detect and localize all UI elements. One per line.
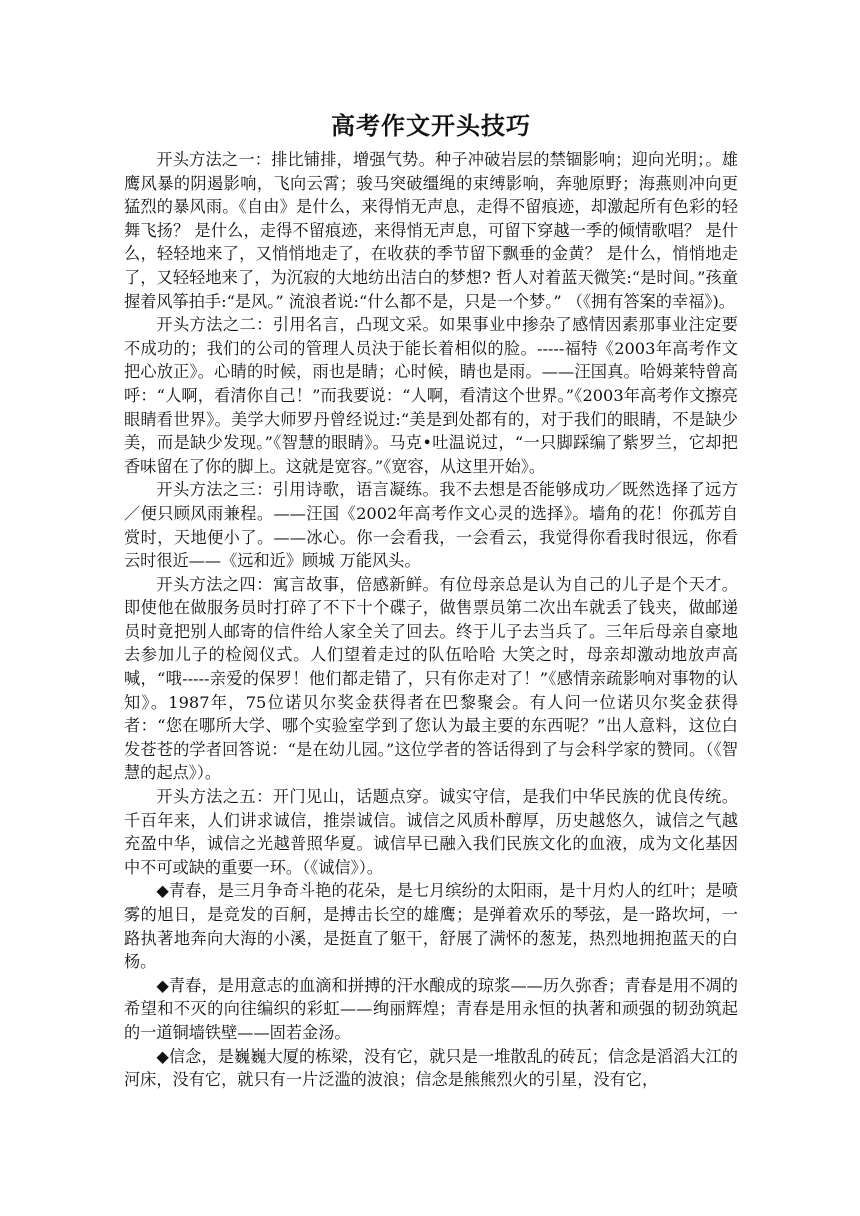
paragraph-method-4: 开头方法之四：寓言故事，倍感新鲜。有位母亲总是认为自己的儿子是个天才。即使他在做服务员时打碎了不下十个碟子，做售票员第二次出车就丢了钱夹，做邮递员时竟把别人邮寄的信件给人家全关了回去。终于儿子去当兵了。三年后母亲自豪地去参加儿子的检阅仪式。人们望着走过的队伍哈哈 大笑之时，母亲却激动地放声高喊，“哦-----亲爱的保罗！他们都走错了，只有你走对了！”《感情亲疏影响对事物的认知》。1987年，75位诺贝尔奖金获得者在巴黎聚会。有人问一位诺贝尔奖金获得者：“您在哪所大学、哪个实验室学到了您认为最主要的东西呢？”出人意料，这位白发苍苍的学者回答说：“是在幼儿园。”这位学者的答话得到了与会科学家的赞同。（《智慧的起点》）。	[124, 574, 738, 783]
document-page	[124, 108, 738, 1092]
paragraph-youth-1: ◆青春，是三月争奇斗艳的花朵，是七月缤纷的太阳雨，是十月灼人的红叶；是喷雾的旭日，是竞发的百舸，是搏击长空的雄鹰；是弹着欢乐的琴弦，是一路坎坷，一路执著地奔向大海的小溪，是挺直了躯干，舒展了满怀的葱茏，热烈地拥抱蓝天的白杨。	[124, 881, 738, 972]
paragraph-method-5: 开头方法之五：开门见山，话题点穿。诚实守信，是我们中华民族的优良传统。千百年来，人们讲求诚信，推崇诚信。诚信之风质朴醇厚，历史越悠久，诚信之气越充盈中华，诚信之光越普照华夏。诚信早已融入我们民族文化的血液，成为文化基因中不可或缺的重要一环。（《诚信》）。	[124, 787, 738, 877]
paragraph-belief: ◆信念，是巍巍大厦的栋梁，没有它，就只是一堆散乱的砖瓦；信念是滔滔大江的河床，没有它，就只有一片泛滥的波浪；信念是熊熊烈火的引星，没有它，	[124, 1046, 738, 1090]
paragraph-youth-2: ◆青春，是用意志的血滴和拼搏的汗水酿成的琼浆——历久弥香；青春是用不凋的希望和不灭的向往编织的彩虹——绚丽辉煌；青春是用永恒的执著和顽强的韧劲筑起的一道铜墙铁壁——固若金汤。	[124, 975, 738, 1042]
paragraph-method-3: 开头方法之三：引用诗歌，语言凝练。我不去想是否能够成功／既然选择了远方／便只顾风雨兼程。——汪国《2002年高考作文心灵的选择》。墙角的花！你孤芳自赏时，天地便小了。——冰心。你一会看我，一会看云，我觉得你看我时很远，你看云时很近——《远和近》顾城 万能风头。	[124, 480, 738, 571]
document-title: 高考作文开头技巧	[331, 111, 531, 140]
paragraph-method-1: 开头方法之一：排比铺排，增强气势。种子冲破岩层的禁锢影响；迎向光明；。雄鹰风暴的阴遏影响，飞向云霄；骏马突破缰绳的束缚影响，奔驰原野；海燕则冲向更猛烈的暴风雨。《自由》是什么，来得悄无声息，走得不留痕迹，却激起所有色彩的轻舞飞扬？ 是什么，走得不留痕迹，来得悄无声息，可留下穿越一季的倾情歌唱？ 是什么，轻轻地来了，又悄悄地走了，在收获的季节留下飘垂的金黄？ 是什么，悄悄地走了，又轻轻地来了，为沉寂的大地纺出洁白的梦想? 哲人对着蓝天微笑:“是时间。”孩童握着风筝拍手:“是风。” 流浪者说:“什么都不是，只是一个梦。” （《拥有答案的幸福》)。	[124, 150, 738, 311]
paragraph-method-2: 开头方法之二：引用名言，凸现文采。如果事业中掺杂了感情因素那事业注定要不成功的；我们的公司的管理人员決于能长着相似的脸。-----福特《2003年高考作文把心放正》。心睛的时候，雨也是睛；心时候，睛也是雨。——汪国真。哈姆莱特曾高呼：“人啊，看清你自己！”而我要说：“人啊，看清这个世界。”《2003年高考作文擦亮眼睛看世界》。美学大师罗丹曾经说过:“美是到处都有的，对于我们的眼睛，不是缺少美，而是缺少发现。”《智慧的眼睛》。马克•吐温说过，“一只脚踩编了紫罗兰，它却把香味留在了你的脚上。这就是宽容。”《宽容，从这里开始》。	[124, 315, 738, 476]
